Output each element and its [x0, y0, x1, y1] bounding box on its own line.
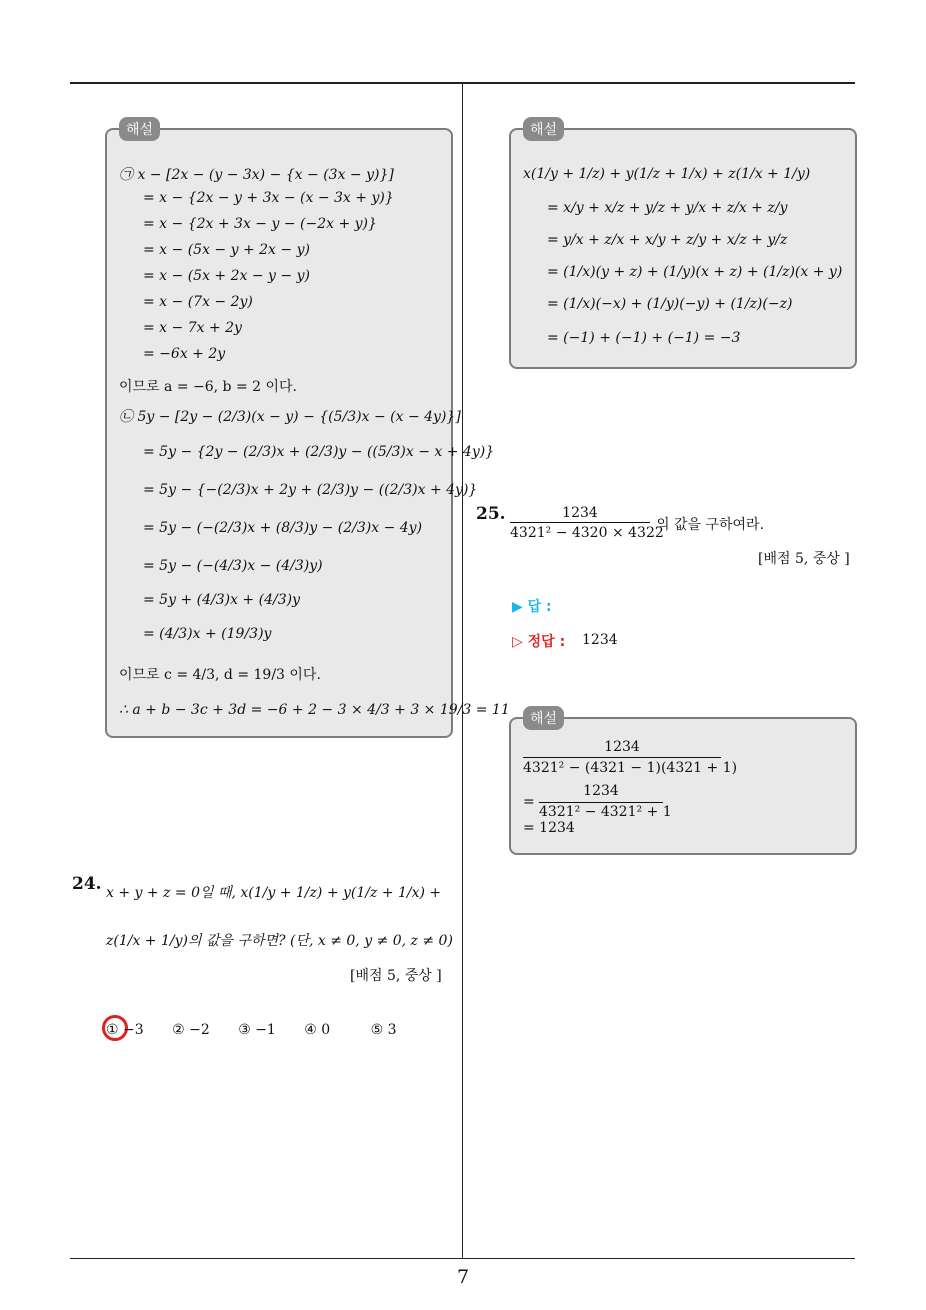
- solution-equals: =: [523, 794, 535, 810]
- solution-line: = x − {2x − y + 3x − (x − 3x + y)}: [143, 190, 394, 206]
- solution-line: = x − (5x − y + 2x − y): [143, 242, 310, 258]
- solution-line: = (−1) + (−1) + (−1) = −3: [547, 330, 741, 346]
- solution-line: = 5y − {−(2/3)x + 2y + (2/3)y − ((2/3)x + 4y)}: [143, 482, 478, 498]
- solution-line: ㉡ 5y − [2y − (2/3)(x − y) − {(5/3)x − (x − 4y)}]: [119, 409, 461, 425]
- choice-5[interactable]: ⑤ 3: [370, 1022, 397, 1038]
- solution-line: = 5y + (4/3)x + (4/3)y: [143, 592, 300, 608]
- solution-denominator-1: 4321² − (4321 − 1)(4321 + 1): [523, 760, 738, 776]
- question-24-line2: z(1/x + 1/y)의 값을 구하면? (단, x ≠ 0, y ≠ 0, z ≠ 0): [106, 933, 453, 949]
- question-25-fraction-bar: [510, 522, 650, 523]
- solution-denominator-2: 4321² − 4321² + 1: [539, 804, 672, 820]
- solution-line: = x − (7x − 2y): [143, 294, 253, 310]
- solution-line: = 5y − (−(2/3)x + (8/3)y − (2/3)x − 4y): [143, 520, 423, 536]
- question-25-numerator: 1234: [562, 505, 598, 521]
- solution-line: = x/y + x/z + y/z + y/x + z/x + z/y: [547, 200, 788, 216]
- solution-line: = (1/x)(y + z) + (1/y)(x + z) + (1/z)(x + y): [547, 264, 843, 280]
- bottom-rule: [70, 1258, 855, 1259]
- question-25-number: 25.: [476, 504, 506, 524]
- solution-fraction-bar-1: [523, 757, 721, 758]
- question-24-score: [배점 5, 중상 ]: [350, 968, 442, 984]
- question-25-score: [배점 5, 중상 ]: [758, 551, 850, 567]
- choice-3[interactable]: ③ −1: [238, 1022, 276, 1038]
- question-24-choices: [106, 1022, 421, 1038]
- correct-answer-label: ▷ 정답 :: [512, 634, 566, 650]
- solution-tag: 해설: [523, 117, 564, 141]
- question-25-suffix: 의 값을 구하여라.: [656, 517, 765, 533]
- choice-2[interactable]: ② −2: [172, 1022, 210, 1038]
- question-24-number: 24.: [72, 874, 102, 894]
- solution-line: = x − {2x + 3x − y − (−2x + y)}: [143, 216, 377, 232]
- solution-tag: 해설: [523, 706, 564, 730]
- solution-line: ∴ a + b − 3c + 3d = −6 + 2 − 3 × 4/3 + 3 × 19/3 = 11: [119, 702, 510, 718]
- solution-line: = (1/x)(−x) + (1/y)(−y) + (1/z)(−z): [547, 296, 793, 312]
- solution-line: 이므로 c = 4/3, d = 19/3 이다.: [119, 667, 321, 683]
- solution-box-3: [509, 711, 857, 855]
- choice-1[interactable]: ① −3: [106, 1022, 144, 1038]
- solution-fraction-bar-2: [539, 802, 663, 803]
- solution-line: = −6x + 2y: [143, 346, 226, 362]
- solution-line: = 5y − (−(4/3)x − (4/3)y): [143, 558, 323, 574]
- answer-label: ▶ 답 :: [512, 599, 552, 615]
- question-24-line1: x + y + z = 0일 때, x(1/y + 1/z) + y(1/z + 1/x) +: [106, 885, 442, 901]
- solution-tag: 해설: [119, 117, 160, 141]
- correct-answer-value: 1234: [582, 632, 618, 648]
- solution-line: ㉠ x − [2x − (y − 3x) − {x − (3x − y)}]: [119, 167, 394, 183]
- column-divider: [462, 83, 463, 1259]
- solution-line: x(1/y + 1/z) + y(1/z + 1/x) + z(1/x + 1/y): [523, 166, 811, 182]
- solution-line: = 5y − {2y − (2/3)x + (2/3)y − ((5/3)x − x + 4y)}: [143, 444, 495, 460]
- solution-numerator-1: 1234: [604, 739, 640, 755]
- choice-4[interactable]: ④ 0: [304, 1022, 331, 1038]
- question-25-denominator: 4321² − 4320 × 4322: [510, 525, 664, 541]
- solution-line: = y/x + z/x + x/y + z/y + x/z + y/z: [547, 232, 788, 248]
- solution-result: = 1234: [523, 820, 575, 836]
- solution-line: = x − (5x + 2x − y − y): [143, 268, 310, 284]
- solution-box-2: [509, 122, 857, 369]
- solution-line: = (4/3)x + (19/3)y: [143, 626, 272, 642]
- page-number: 7: [456, 1266, 470, 1288]
- solution-line: = x − 7x + 2y: [143, 320, 242, 336]
- solution-numerator-2: 1234: [583, 783, 619, 799]
- solution-line: 이므로 a = −6, b = 2 이다.: [119, 379, 297, 395]
